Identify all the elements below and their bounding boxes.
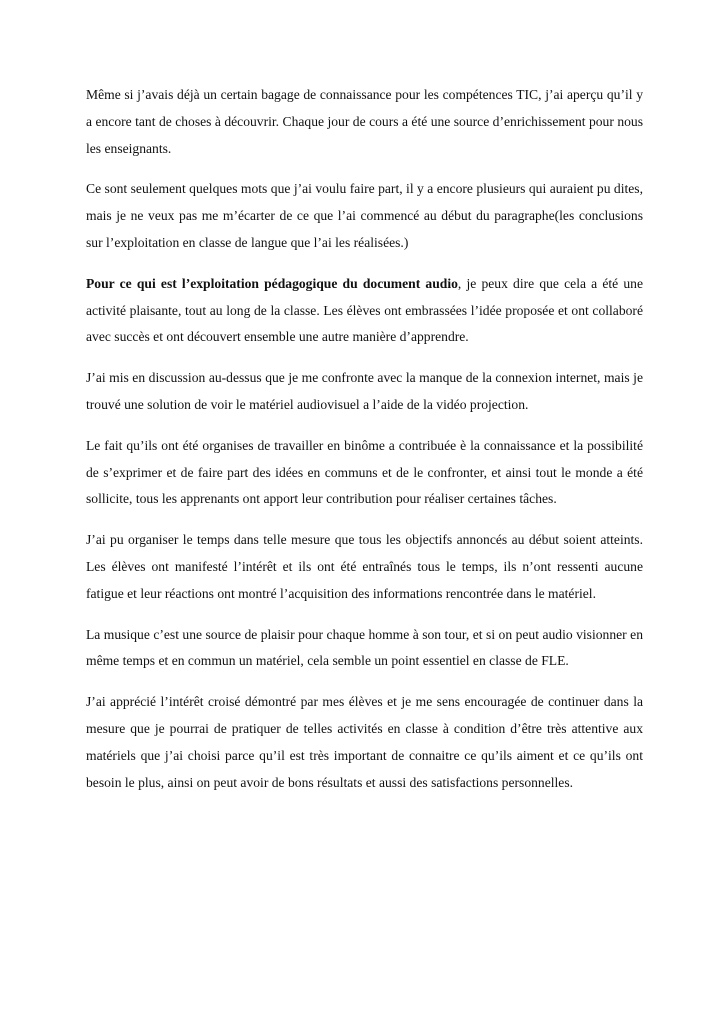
paragraph-3 xyxy=(86,271,643,351)
paragraph-6 xyxy=(86,527,643,607)
paragraph-1 xyxy=(86,82,643,162)
paragraph-7 xyxy=(86,622,643,676)
paragraph-8 xyxy=(86,689,643,796)
paragraph-text: J’ai apprécié l’intérêt croisé démontré par mes élèves et je me sens encouragée de continuer dans la mesure que je pourrai de pratiquer de telles activités en classe à condition d’être très attentive aux matériels que j’ai choisi parce qu’il est très important de connaitre ce qu’ils aiment et ce qu’ils ont besoin le plus, ainsi on peut avoir de bons résultats et aussi des satisfactions personnelles. xyxy=(86,694,643,790)
paragraph-text: J’ai pu organiser le temps dans telle mesure que tous les objectifs annoncés au début soient atteints. Les élèves ont manifesté l’intérêt et ils ont été entraînés tous le temps, ils n’ont ressenti aucune fatigue et leur réactions ont montré l’acquisition des informations rencontrée dans le matériel. xyxy=(86,532,643,601)
document-page xyxy=(86,82,643,810)
paragraph-text: J’ai mis en discussion au-dessus que je me confronte avec la manque de la connexion internet, mais je trouvé une solution de voir le matériel audiovisuel a l’aide de la vidéo projection. xyxy=(86,370,643,412)
paragraph-4 xyxy=(86,365,643,419)
paragraph-bold-lead: Pour ce qui est l’exploitation pédagogique du document audio xyxy=(86,275,458,291)
paragraph-text: Ce sont seulement quelques mots que j’ai voulu faire part, il y a encore plusieurs qui auraient pu dites, mais je ne veux pas me m’écarter de ce que l’ai commencé au début du paragraphe(les conclusions sur l’exploitation en classe de langue que l’ai les réalisées.) xyxy=(86,181,643,250)
paragraph-text: Le fait qu’ils ont été organises de travailler en binôme a contribuée è la connaissance et la possibilité de s’exprimer et de faire part des idées en communs et de le confronter, et ainsi tout le monde a été sollicite, tous les apprenants ont apport leur contribution pour réaliser certaines tâches. xyxy=(86,437,643,507)
paragraph-text: , je peux dire que cela a été une activité plaisante, tout au long de la classe. Les élèves ont embrassées l’idée proposée et ont collaboré avec succès et ont découvert ensemble une autre manière d’apprendre. xyxy=(86,275,644,345)
paragraph-5 xyxy=(86,433,643,513)
paragraph-text: Même si j’avais déjà un certain bagage de connaissance pour les compétences TIC, j’ai aperçu qu’il y a encore tant de choses à découvrir. Chaque jour de cours a été une source d’enrichissement pour nous les enseignants. xyxy=(86,87,643,156)
paragraph-2 xyxy=(86,176,643,256)
paragraph-text: La musique c’est une source de plaisir pour chaque homme à son tour, et si on peut audio visionner en même temps et en commun un matériel, cela semble un point essentiel en classe de FLE. xyxy=(86,626,643,669)
